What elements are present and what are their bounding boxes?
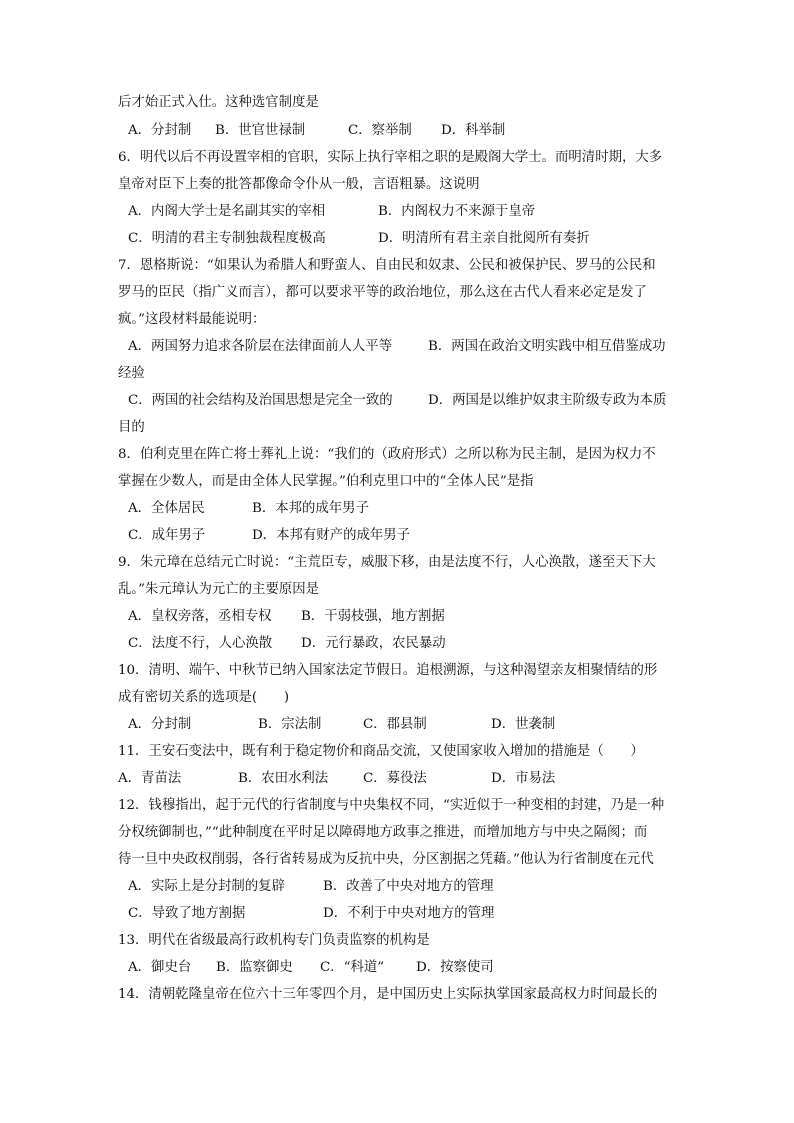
q6-option-a: A．内阁大学士是名副其实的宰相 — [128, 204, 326, 219]
q8-stem-2: 掌握在少数人，而是由全体人民掌握。”伯利克里口中的“全体人民”是指 — [118, 474, 534, 489]
q9-option-c: C．法度不行，人心涣散 — [128, 636, 273, 651]
q12-option-d: D．不利于中央对地方的管理 — [323, 906, 495, 921]
q7-option-b-wrap: 经验 — [118, 366, 145, 381]
q6-option-d: D．明清所有君主亲自批阅所有奏折 — [378, 231, 590, 246]
line-q5-continued: 后才始正式入仕。这种选官制度是 — [118, 95, 319, 110]
q13-stem: 13．明代在省级最高行政机构专门负责监察的机构是 — [118, 933, 430, 948]
q5-option-d: D．科举制 — [441, 123, 506, 138]
q12-stem-3: 待一旦中央政权削弱，各行省转易成为反抗中央，分区割据之凭藉。”他认为行省制度在元代 — [118, 852, 654, 867]
q14-stem-1: 14．清朝乾隆皇帝在位六十三年零四个月，是中国历史上实际执掌国家最高权力时间最长的 — [118, 987, 658, 1002]
q7-stem-1: 7．恩格斯说：“如果认为希腊人和野蛮人、自由民和奴隶、公民和被保护民、罗马的公民和 — [118, 258, 656, 273]
q12-option-c: C．导致了地方割据 — [128, 906, 246, 921]
q7-option-a: A．两国努力追求各阶层在法律面前人人平等 — [128, 339, 393, 354]
q10-option-a: A．分封制 — [128, 717, 192, 732]
q13-option-c: C．“科道” — [320, 960, 385, 975]
q7-stem-2: 罗马的臣民（指广义而言），都可以要求平等的政治地位，那么这在古代人看来必定是发了 — [118, 285, 647, 300]
q9-stem-2: 乱。”朱元璋认为元亡的主要原因是 — [118, 582, 320, 597]
q13-option-b: B．监察御史 — [216, 960, 293, 975]
q10-option-b: B．宗法制 — [258, 717, 322, 732]
q11-option-d: D．市易法 — [491, 771, 556, 786]
q10-option-c: C．郡县制 — [363, 717, 427, 732]
q13-option-a: A．御史台 — [128, 960, 192, 975]
q6-stem-1: 6．明代以后不再设置宰相的官职，实际上执行宰相之职的是殿阁大学士。而明清时期，大多 — [118, 150, 663, 165]
q11-stem: 11．王安石变法中，既有利于稳定物价和商品交流，又使国家收入增加的措施是（ ） — [118, 744, 644, 759]
q7-option-d: D．两国是以维护奴隶主阶级专政为本质 — [428, 393, 667, 408]
q5-option-b: B．世官世禄制 — [215, 123, 306, 138]
q9-option-b: B．干弱枝强，地方割据 — [301, 609, 445, 624]
q5-option-c: C．察举制 — [348, 123, 412, 138]
q7-option-b: B．两国在政治文明实践中相互借鉴成功 — [428, 339, 666, 354]
q9-option-d: D．元行暴政，农民暴动 — [301, 636, 446, 651]
q6-stem-2: 皇帝对臣下上奏的批答都像命令仆从一般，言语粗暴。这说明 — [118, 177, 480, 192]
q12-option-b: B．改善了中央对地方的管理 — [323, 879, 494, 894]
q12-stem-2: 分权统御制也，”“此种制度在平时足以障碍地方政事之推进，而增加地方与中央之隔阂；而 — [118, 825, 648, 840]
q8-option-b: B．本邦的成年男子 — [252, 501, 369, 516]
q9-stem-1: 9．朱元璋在总结元亡时说：“主荒臣专，威服下移，由是法度不行，人心涣散，遂至天下大 — [118, 555, 656, 570]
q7-option-d-wrap: 目的 — [118, 420, 145, 435]
q11-option-b: B．农田水利法 — [238, 771, 329, 786]
q7-stem-3: 疯。”这段材料最能说明： — [118, 312, 266, 327]
q6-option-c: C．明清的君主专制独裁程度极高 — [128, 231, 326, 246]
q8-option-c: C．成年男子 — [128, 528, 206, 543]
q8-option-a: A．全体居民 — [128, 501, 205, 516]
q12-option-a: A．实际上是分封制的复辟 — [128, 879, 285, 894]
q7-option-c: C．两国的社会结构及治国思想是完全一致的 — [128, 393, 393, 408]
q5-option-a: A．分封制 — [128, 123, 192, 138]
q11-option-c: C．募役法 — [363, 771, 427, 786]
q8-option-d: D．本邦有财产的成年男子 — [252, 528, 411, 543]
q13-option-d: D．按察使司 — [416, 960, 494, 975]
q10-stem-1: 10．清明、端午、中秋节已纳入国家法定节假日。追根溯源，与这种渴望亲友相聚情结的形 — [118, 663, 658, 678]
q10-option-d: D．世袭制 — [491, 717, 556, 732]
q9-option-a: A．皇权旁落，丞相专权 — [128, 609, 272, 624]
q10-stem-2: 成有密切关系的选项是( ) — [118, 690, 290, 705]
q6-option-b: B．内阁权力不来源于皇帝 — [378, 204, 536, 219]
q8-stem-1: 8．伯利克里在阵亡将士葬礼上说：“我们的（政府形式）之所以称为民主制，是因为权力不 — [118, 447, 656, 462]
q11-option-a: A．青苗法 — [118, 771, 182, 786]
q12-stem-1: 12．钱穆指出，起于元代的行省制度与中央集权不同，“实近似于一种变相的封建，乃是一种 — [118, 798, 665, 813]
